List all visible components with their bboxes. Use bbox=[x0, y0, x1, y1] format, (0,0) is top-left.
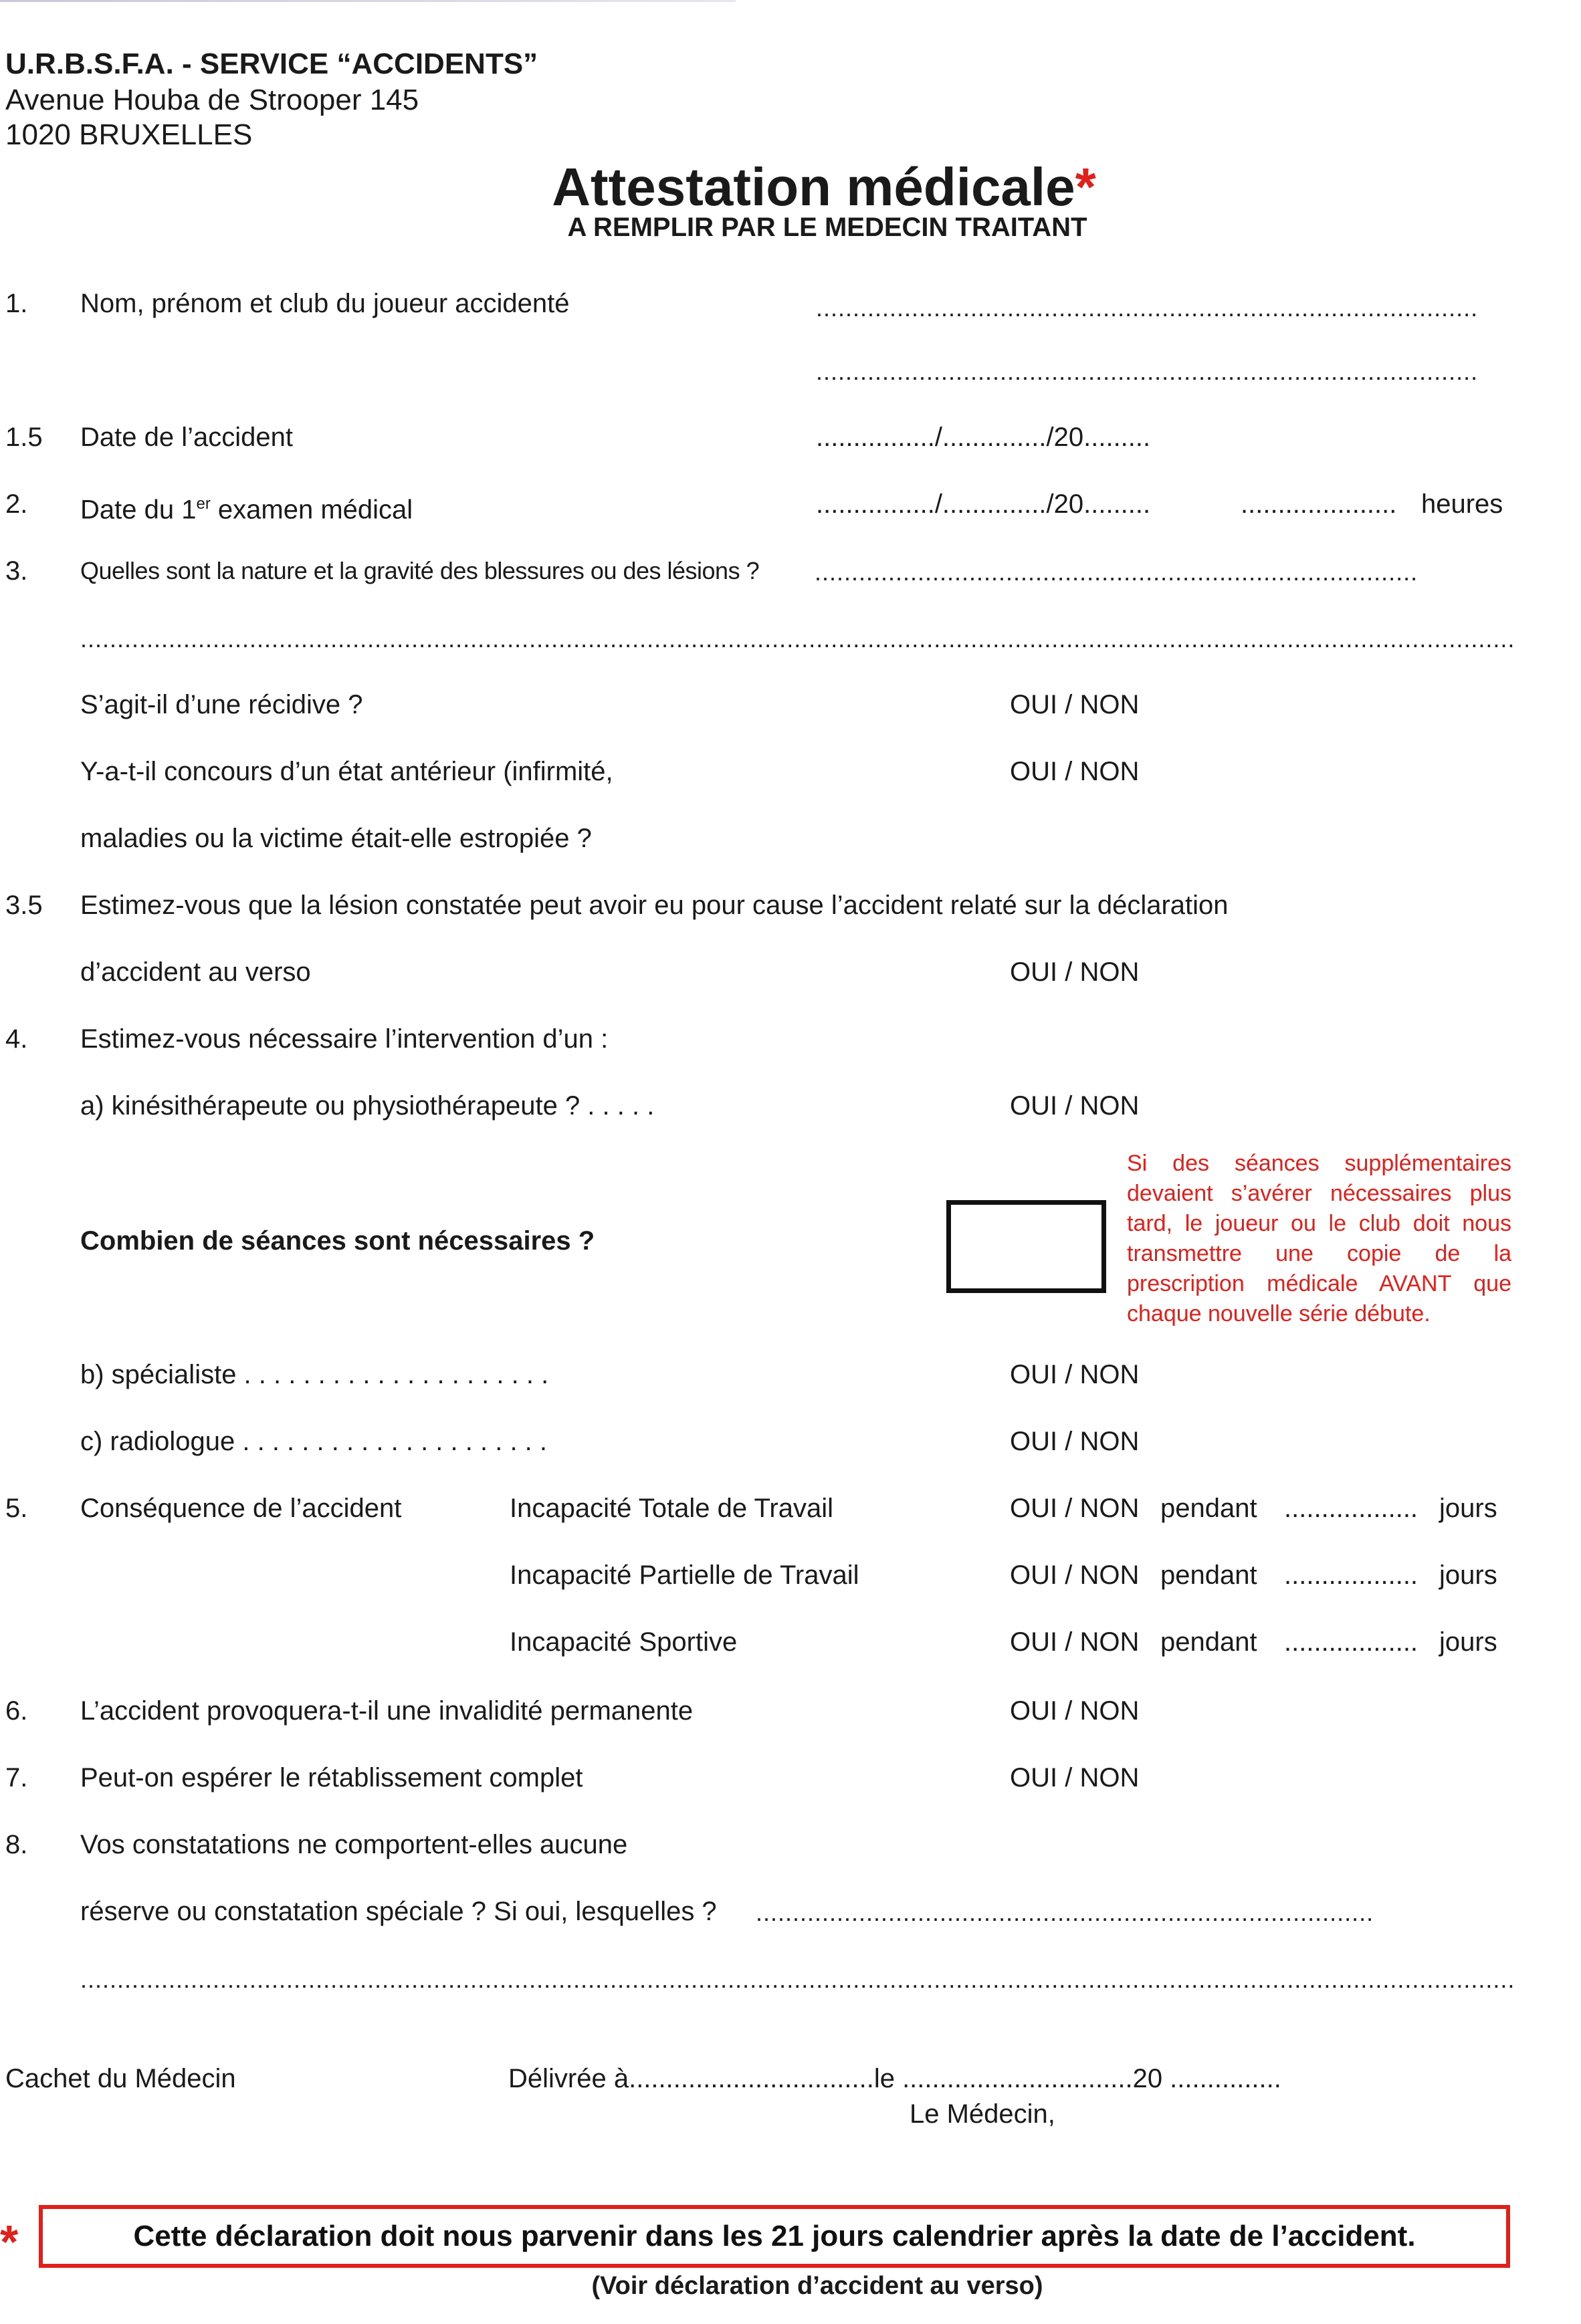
q5-row-type: Incapacité Partielle de Travail bbox=[510, 1560, 859, 1590]
q4-number: 4. bbox=[5, 1024, 28, 1054]
q5-row-unit: jours bbox=[1439, 1627, 1497, 1657]
delivree-field[interactable]: Délivrée à.................................le ...............................20 ............... bbox=[508, 2064, 1281, 2093]
q5-row-answer[interactable]: OUI / NON bbox=[1010, 1560, 1140, 1590]
q5-label: Conséquence de l’accident bbox=[80, 1494, 402, 1523]
q8-label-line1: Vos constatations ne comportent-elles aucune bbox=[80, 1830, 628, 1859]
anterieur-label-line2: maladies ou la victime était-elle estropiée ? bbox=[80, 824, 592, 853]
q1-label: Nom, prénom et club du joueur accidenté bbox=[80, 289, 570, 318]
q6-number: 6. bbox=[5, 1696, 28, 1726]
scan-edge-line bbox=[0, 0, 736, 2]
q35-label-line1: Estimez-vous que la lésion constatée peut avoir eu pour cause l’accident relaté sur la déclaration bbox=[80, 891, 1229, 920]
q4-label: Estimez-vous nécessaire l’intervention d’un : bbox=[80, 1024, 609, 1054]
warning-text: Cette déclaration doit nous parvenir dans les 21 jours calendrier après la date de l’accident. bbox=[133, 2220, 1416, 2252]
q15-label: Date de l’accident bbox=[80, 423, 293, 452]
q5-number: 5. bbox=[5, 1494, 28, 1523]
q1-number: 1. bbox=[5, 289, 28, 318]
q5-row-answer[interactable]: OUI / NON bbox=[1010, 1627, 1140, 1657]
q5-row-days-field[interactable]: .................. bbox=[1284, 1494, 1418, 1523]
q35-label-line2: d’accident au verso bbox=[80, 957, 311, 987]
first-exam-hours-field[interactable]: ..................... bbox=[1241, 489, 1397, 519]
title-asterisk: * bbox=[1075, 157, 1096, 217]
subtitle-text: A REMPLIR PAR LE MEDECIN TRAITANT bbox=[567, 213, 1087, 242]
q7-label: Peut-on espérer le rétablissement complet bbox=[80, 1763, 583, 1792]
q5-row-unit: jours bbox=[1439, 1560, 1497, 1590]
first-exam-date-field[interactable]: ................/............../20......... bbox=[816, 489, 1151, 519]
q5-row-answer[interactable]: OUI / NON bbox=[1010, 1494, 1140, 1523]
q5-row-days-field[interactable]: .................. bbox=[1284, 1560, 1418, 1590]
q2-label bbox=[80, 488, 413, 526]
q3-label: Quelles sont la nature et la gravité des blessures ou des lésions ? bbox=[80, 557, 760, 584]
org-name: U.R.B.S.F.A. - SERVICE “ACCIDENTS” bbox=[5, 47, 538, 80]
q5-row-days-field[interactable]: .................. bbox=[1284, 1627, 1418, 1657]
cachet-label: Cachet du Médecin bbox=[5, 2064, 236, 2093]
seances-count-box[interactable] bbox=[946, 1200, 1106, 1293]
q2-label-pre: Date du 1 bbox=[80, 495, 197, 525]
hours-label: heures bbox=[1421, 489, 1503, 519]
q4a-label: a) kinésithérapeute ou physiothérapeute ? . . . . . bbox=[80, 1091, 655, 1121]
q5-row-unit: jours bbox=[1439, 1494, 1497, 1523]
verso-text: (Voir déclaration d’accident au verso) bbox=[591, 2272, 1043, 2300]
q5-row-pendant: pendant bbox=[1160, 1494, 1257, 1523]
accident-date-field[interactable]: ................/............../20......... bbox=[816, 423, 1151, 452]
org-city: 1020 BRUXELLES bbox=[5, 118, 253, 151]
q3-number: 3. bbox=[5, 556, 28, 586]
recidive-answer[interactable]: OUI / NON bbox=[1010, 690, 1140, 719]
q4b-label: b) spécialiste . . . . . . . . . . . . . . . . . . . . . bbox=[80, 1360, 549, 1389]
q8-field-tail[interactable]: .................................................................................... bbox=[756, 1899, 1374, 1926]
q6-answer[interactable]: OUI / NON bbox=[1010, 1696, 1140, 1726]
q4c-answer[interactable]: OUI / NON bbox=[1010, 1427, 1140, 1456]
q5-row-type: Incapacité Sportive bbox=[510, 1627, 738, 1657]
q2-label-post: examen médical bbox=[210, 495, 413, 525]
seances-note: Si des séances supplémentaires devaient s’avérer nécessaires plus tard, le joueur ou le club doit nous transmettre une copie de la prescription médicale AVANT que chaque nouvelle série débute. bbox=[1127, 1151, 1511, 1326]
q4a-answer[interactable]: OUI / NON bbox=[1010, 1091, 1140, 1121]
q2-label-sup: er bbox=[196, 495, 211, 513]
recidive-label: S’agit-il d’une récidive ? bbox=[80, 690, 363, 719]
q5-row-pendant: pendant bbox=[1160, 1560, 1257, 1590]
q35-answer[interactable]: OUI / NON bbox=[1010, 957, 1140, 987]
q2-number: 2. bbox=[5, 489, 28, 519]
medecin-label: Le Médecin, bbox=[910, 2099, 1055, 2129]
q7-number: 7. bbox=[5, 1763, 28, 1792]
verso-note bbox=[0, 2272, 1581, 2301]
q5-row-type: Incapacité Totale de Travail bbox=[510, 1494, 834, 1523]
q1-name-field-line2[interactable]: .......................................................................................... bbox=[816, 358, 1479, 385]
q35-number: 3.5 bbox=[5, 891, 43, 920]
q3-field-line2[interactable]: ................................................................................................................................................................................................... bbox=[80, 625, 1515, 653]
page-title bbox=[0, 157, 1581, 217]
q3-field-tail[interactable]: .................................................................................. bbox=[815, 558, 1418, 586]
anterieur-answer[interactable]: OUI / NON bbox=[1010, 757, 1140, 786]
warning-asterisk: * bbox=[0, 2216, 19, 2268]
q4c-label: c) radiologue . . . . . . . . . . . . . . . . . . . . . bbox=[80, 1427, 548, 1456]
page-subtitle bbox=[0, 213, 1581, 243]
q8-number: 8. bbox=[5, 1830, 28, 1859]
q6-label: L’accident provoquera-t-il une invalidité permanente bbox=[80, 1696, 694, 1726]
q4b-answer[interactable]: OUI / NON bbox=[1010, 1360, 1140, 1389]
q8-field-line2[interactable]: ................................................................................................................................................................................................... bbox=[80, 1966, 1515, 1993]
anterieur-label-line1: Y-a-t-il concours d’un état antérieur (infirmité, bbox=[80, 757, 613, 786]
q1-name-field-line1[interactable]: .......................................................................................... bbox=[816, 294, 1479, 322]
q15-number: 1.5 bbox=[5, 423, 43, 452]
title-text: Attestation médicale bbox=[552, 157, 1075, 217]
q8-label-line2: réserve ou constatation spéciale ? Si oui, lesquelles ? bbox=[80, 1897, 717, 1926]
org-street: Avenue Houba de Strooper 145 bbox=[5, 84, 419, 116]
seances-label: Combien de séances sont nécessaires ? bbox=[80, 1226, 595, 1256]
q7-answer[interactable]: OUI / NON bbox=[1010, 1763, 1140, 1792]
warning-box bbox=[39, 2205, 1510, 2268]
q5-row-pendant: pendant bbox=[1160, 1627, 1257, 1657]
